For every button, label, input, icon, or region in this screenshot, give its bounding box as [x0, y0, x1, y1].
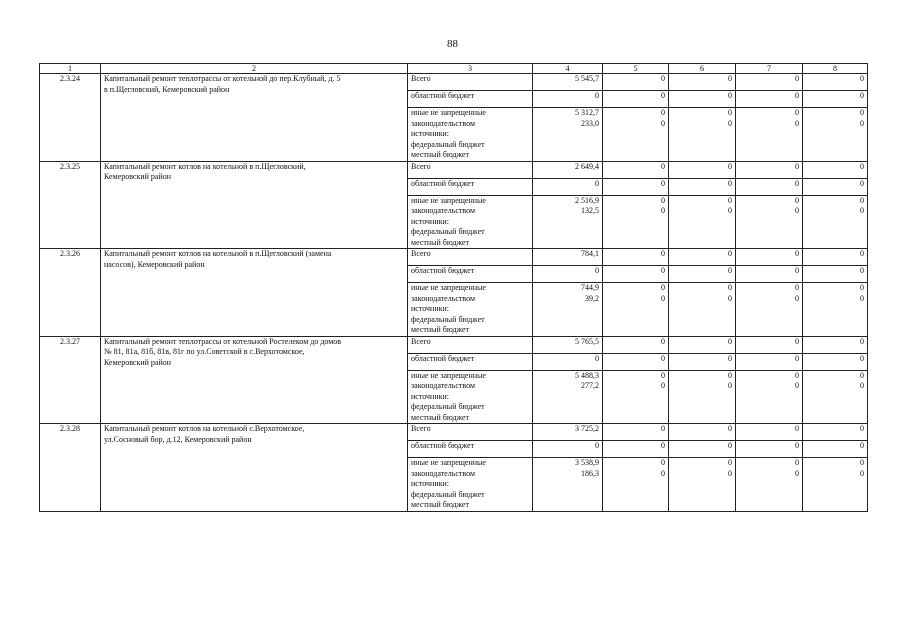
other-sources-values — [803, 108, 868, 162]
source-label-regional: областной бюджет — [408, 441, 533, 458]
other-sources-values — [803, 370, 868, 424]
other-sources-values — [533, 458, 603, 512]
item-name — [101, 424, 408, 512]
other-sources-values — [603, 458, 669, 512]
other-sources-values — [736, 283, 803, 337]
total-value: 0 — [736, 161, 803, 178]
federal-value: 0 — [795, 108, 799, 117]
item-name-line: насосов), Кемеровский район — [104, 259, 205, 269]
other-sources-label-line: законодательством — [411, 381, 476, 390]
source-label-regional: областной бюджет — [408, 353, 533, 370]
federal-value: 0 — [860, 108, 864, 117]
federal-value: 0 — [795, 458, 799, 467]
total-value: 0 — [803, 249, 868, 266]
regional-value: 0 — [669, 91, 736, 108]
federal-budget-label: федеральный бюджет — [411, 314, 485, 324]
federal-value: 0 — [661, 370, 665, 380]
item-name — [101, 336, 408, 424]
other-sources-label-line: законодательством — [411, 293, 476, 303]
other-sources-values — [533, 195, 603, 249]
other-sources-label-line: иные не запрещенные — [411, 108, 486, 117]
other-sources-values — [669, 370, 736, 424]
local-value: 0 — [860, 118, 864, 128]
column-header: 4 — [533, 64, 603, 74]
other-sources-values — [603, 195, 669, 249]
local-budget-label: местный бюджет — [411, 237, 469, 247]
other-sources-label-line: источники: — [411, 304, 449, 313]
total-value: 784,1 — [533, 249, 603, 266]
local-value: 0 — [661, 118, 665, 128]
other-sources-label-line: законодательством — [411, 118, 476, 128]
federal-value: 3 538,9 — [575, 458, 599, 467]
regional-value: 0 — [803, 91, 868, 108]
item-code: 2.3.27 — [40, 336, 101, 424]
federal-budget-label: федеральный бюджет — [411, 402, 485, 411]
local-value: 0 — [795, 118, 799, 128]
other-sources-values — [669, 195, 736, 249]
local-value: 0 — [860, 381, 864, 390]
regional-value: 0 — [803, 178, 868, 195]
federal-value: 0 — [661, 458, 665, 467]
other-sources-values — [669, 108, 736, 162]
other-sources-values — [533, 370, 603, 424]
item-name-line: Капитальный ремонт котлов на котельной с.Верхотомское, — [104, 424, 305, 433]
other-sources-values — [803, 458, 868, 512]
other-sources-values — [736, 458, 803, 512]
federal-value: 0 — [661, 283, 665, 292]
local-budget-label: местный бюджет — [411, 500, 469, 509]
federal-value: 0 — [860, 283, 864, 292]
total-value: 0 — [803, 424, 868, 441]
regional-value: 0 — [736, 178, 803, 195]
federal-value: 0 — [795, 370, 799, 380]
local-value: 0 — [661, 381, 665, 390]
local-value: 0 — [728, 381, 732, 390]
item-name-line: Капитальный ремонт теплотрассы от котельной до пер.Клубный, д. 5 — [104, 74, 341, 83]
local-value: 0 — [795, 293, 799, 303]
total-value: 0 — [603, 161, 669, 178]
source-label-total: Всего — [408, 249, 533, 266]
item-code: 2.3.28 — [40, 424, 101, 512]
local-budget-label: местный бюджет — [411, 325, 469, 334]
local-value: 277,2 — [581, 381, 599, 390]
federal-value: 0 — [728, 108, 732, 117]
regional-value: 0 — [736, 266, 803, 283]
other-sources-label-line: иные не запрещенные — [411, 195, 486, 205]
regional-value: 0 — [736, 353, 803, 370]
table-row-total — [40, 336, 868, 353]
federal-value: 0 — [728, 195, 732, 205]
item-name — [101, 249, 408, 337]
source-label-other — [408, 370, 533, 424]
column-header: 2 — [101, 64, 408, 74]
local-value: 0 — [728, 468, 732, 478]
regional-value: 0 — [669, 178, 736, 195]
federal-value: 0 — [795, 195, 799, 205]
total-value: 2 649,4 — [533, 161, 603, 178]
source-label-regional: областной бюджет — [408, 91, 533, 108]
other-sources-label-line: источники: — [411, 129, 449, 138]
item-name-line: Кемеровский район — [104, 172, 172, 181]
total-value: 0 — [803, 336, 868, 353]
federal-value: 0 — [860, 195, 864, 205]
total-value: 0 — [736, 336, 803, 353]
item-name-line: ул.Сосновый бор, д.12, Кемеровский район — [104, 434, 252, 444]
source-label-total: Всего — [408, 336, 533, 353]
total-value: 5 765,5 — [533, 336, 603, 353]
regional-value: 0 — [803, 266, 868, 283]
total-value: 0 — [603, 74, 669, 91]
other-sources-values — [533, 283, 603, 337]
column-number-row — [40, 64, 868, 74]
federal-value: 0 — [795, 283, 799, 292]
local-value: 0 — [728, 293, 732, 303]
column-header: 3 — [408, 64, 533, 74]
item-name — [101, 74, 408, 162]
item-name-line: в п.Щегловский, Кемеровский район — [104, 84, 230, 94]
item-code: 2.3.25 — [40, 161, 101, 249]
other-sources-label-line: законодательством — [411, 468, 476, 478]
local-value: 186,3 — [581, 468, 599, 478]
total-value: 0 — [736, 424, 803, 441]
other-sources-label-line: законодательством — [411, 206, 476, 215]
source-label-total: Всего — [408, 74, 533, 91]
regional-value: 0 — [603, 91, 669, 108]
source-label-other — [408, 108, 533, 162]
local-budget-label: местный бюджет — [411, 412, 469, 422]
regional-value: 0 — [669, 266, 736, 283]
regional-value: 0 — [736, 441, 803, 458]
item-name-line: № 81, 81а, 81б, 81в, 81г по ул.Советской в с.Верхотомское, — [104, 347, 305, 356]
column-header: 7 — [736, 64, 803, 74]
federal-budget-label: федеральный бюджет — [411, 139, 485, 149]
federal-value: 0 — [661, 195, 665, 205]
source-label-regional: областной бюджет — [408, 266, 533, 283]
regional-value: 0 — [669, 441, 736, 458]
column-header: 6 — [669, 64, 736, 74]
local-value: 0 — [661, 293, 665, 303]
regional-value: 0 — [803, 441, 868, 458]
federal-value: 0 — [728, 283, 732, 292]
item-name-line: Кемеровский район — [104, 357, 172, 367]
total-value: 0 — [803, 74, 868, 91]
other-sources-values — [603, 370, 669, 424]
total-value: 0 — [669, 249, 736, 266]
federal-value: 2 516,9 — [575, 195, 599, 205]
total-value: 0 — [669, 336, 736, 353]
table-row-total — [40, 424, 868, 441]
regional-value: 0 — [603, 178, 669, 195]
total-value: 3 725,2 — [533, 424, 603, 441]
other-sources-values — [736, 370, 803, 424]
local-value: 0 — [860, 206, 864, 215]
item-code: 2.3.26 — [40, 249, 101, 337]
other-sources-label-line: иные не запрещенные — [411, 458, 486, 467]
regional-value: 0 — [736, 91, 803, 108]
regional-value: 0 — [603, 266, 669, 283]
total-value: 0 — [603, 249, 669, 266]
source-label-other — [408, 195, 533, 249]
federal-value: 0 — [728, 370, 732, 380]
column-header: 8 — [803, 64, 868, 74]
regional-value: 0 — [803, 353, 868, 370]
local-value: 0 — [795, 381, 799, 390]
local-value: 0 — [860, 468, 864, 478]
local-value: 0 — [795, 468, 799, 478]
source-label-other — [408, 458, 533, 512]
federal-budget-label: федеральный бюджет — [411, 227, 485, 236]
local-value: 132,5 — [581, 206, 599, 215]
column-header: 1 — [40, 64, 101, 74]
item-name-line: Капитальный ремонт теплотрассы от котельной Ростелеком до домов — [104, 336, 342, 346]
other-sources-values — [533, 108, 603, 162]
total-value: 0 — [603, 336, 669, 353]
federal-value: 744,9 — [581, 283, 599, 292]
local-value: 39,2 — [585, 293, 599, 303]
total-value: 0 — [669, 424, 736, 441]
local-value: 233,0 — [581, 118, 599, 128]
other-sources-values — [736, 195, 803, 249]
other-sources-label-line: источники: — [411, 216, 449, 226]
federal-value: 5 312,7 — [575, 108, 599, 117]
column-header: 5 — [603, 64, 669, 74]
source-label-other — [408, 283, 533, 337]
table-row-total — [40, 74, 868, 91]
total-value: 0 — [669, 74, 736, 91]
regional-value: 0 — [533, 353, 603, 370]
total-value: 0 — [736, 74, 803, 91]
regional-value: 0 — [603, 353, 669, 370]
source-label-regional: областной бюджет — [408, 178, 533, 195]
federal-value: 0 — [860, 370, 864, 380]
federal-value: 0 — [860, 458, 864, 467]
other-sources-label-line: иные не запрещенные — [411, 283, 486, 292]
total-value: 0 — [803, 161, 868, 178]
total-value: 0 — [603, 424, 669, 441]
other-sources-label-line: источники: — [411, 391, 449, 401]
local-value: 0 — [795, 206, 799, 215]
item-code: 2.3.24 — [40, 74, 101, 162]
federal-value: 0 — [728, 458, 732, 467]
local-value: 0 — [728, 206, 732, 215]
local-value: 0 — [661, 468, 665, 478]
regional-value: 0 — [533, 441, 603, 458]
item-name — [101, 161, 408, 249]
item-name-line: Капитальный ремонт котлов на котельной в п.Щегловский, — [104, 161, 306, 171]
total-value: 0 — [736, 249, 803, 266]
local-value: 0 — [728, 118, 732, 128]
other-sources-values — [803, 283, 868, 337]
regional-value: 0 — [533, 266, 603, 283]
other-sources-values — [603, 108, 669, 162]
local-budget-label: местный бюджет — [411, 150, 469, 159]
other-sources-values — [736, 108, 803, 162]
other-sources-label-line: иные не запрещенные — [411, 370, 486, 380]
regional-value: 0 — [669, 353, 736, 370]
item-name-line: Капитальный ремонт котлов на котельной в п.Щегловский (замена — [104, 249, 332, 258]
page-number: 88 — [447, 38, 458, 50]
total-value: 5 545,7 — [533, 74, 603, 91]
table-row-total — [40, 161, 868, 178]
other-sources-values — [603, 283, 669, 337]
other-sources-values — [669, 283, 736, 337]
table-row-total — [40, 249, 868, 266]
federal-budget-label: федеральный бюджет — [411, 489, 485, 499]
total-value: 0 — [669, 161, 736, 178]
regional-value: 0 — [533, 91, 603, 108]
source-label-total: Всего — [408, 424, 533, 441]
local-value: 0 — [860, 293, 864, 303]
other-sources-label-line: источники: — [411, 479, 449, 488]
budget-table — [39, 63, 868, 512]
other-sources-values — [803, 195, 868, 249]
local-value: 0 — [661, 206, 665, 215]
federal-value: 5 488,3 — [575, 370, 599, 380]
source-label-total: Всего — [408, 161, 533, 178]
regional-value: 0 — [603, 441, 669, 458]
regional-value: 0 — [533, 178, 603, 195]
other-sources-values — [669, 458, 736, 512]
federal-value: 0 — [661, 108, 665, 117]
